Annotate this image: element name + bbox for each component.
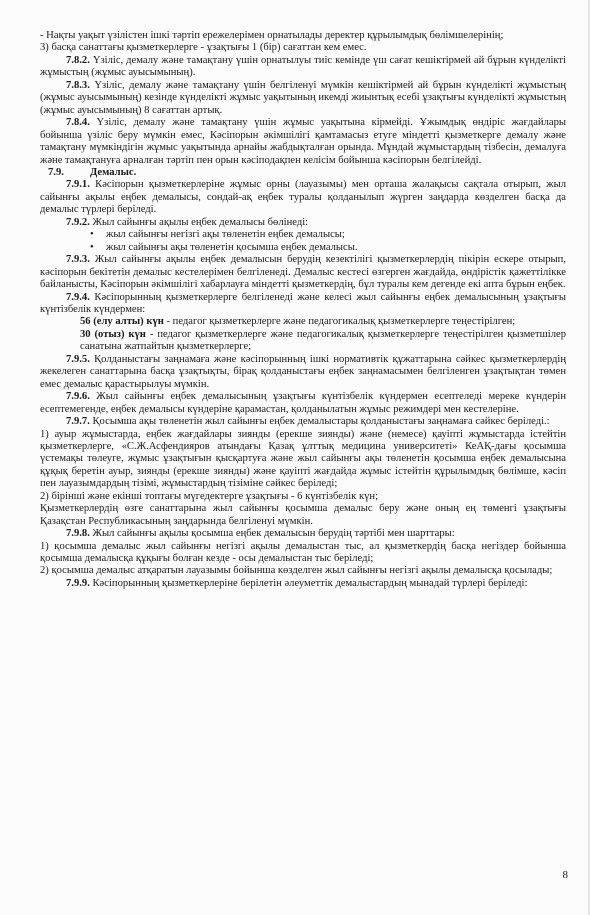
section-number: 7.9.: [48, 166, 64, 178]
clause-text: Кәсіпорын қызметкерлеріне жұмыс орны (лауазымы) мен орташа жалақысы сақтала отырып, жыл сайынғы ақылы еңбек демалысы, сондай-ақ еңбек туралы қолданылып жүрген заңдарда көзделген басқа да демалыс түрлері беріледі.: [40, 179, 566, 216]
paragraph: 2) қосымша демалыс атқаратын лауазымы бойынша көзделген жыл сайынғы негізгі ақылы демалысқа қосылады;: [40, 565, 553, 577]
section-heading-7-9: [40, 167, 566, 179]
list-item: [90, 241, 566, 254]
clause-text: Үзіліс, демалу және тамақтану үшін белгіленуі мүмкін кешіктірмей ай бұрын күнделікті жұмыстың (жұмыс ауысымының) кезінде күнделікті жұмыс уақытының икемді жиынтық есебі ұзақтығы күнделікті жұмыстың (жұмыс ауысымының) 8 сағаттан артық.: [40, 79, 566, 116]
list-item: [90, 229, 566, 241]
leave-duration-30: [40, 329, 566, 354]
leave-types-list: [40, 229, 566, 254]
bullet-icon: •: [90, 229, 94, 241]
bullet-icon: •: [90, 241, 94, 253]
paragraph: Қызметкерлердің өзге санаттарына жыл сайынғы қосымша демалыс беру және оның ең төменгі ұзақтығы Қазақстан Республикасының заңдарында белгіленуі мүмкін.: [40, 503, 566, 527]
document-body: [40, 30, 566, 590]
list-item-text: жыл сайынғы негізгі ақы төленетін еңбек демалысы;: [106, 229, 345, 241]
clause-text: Қосымша ақы төленетін жыл сайынғы еңбек демалыстары қолданыстағы заңнамаға сәйкес беріледі.:: [89, 416, 550, 428]
clause-7-8-3: [40, 80, 566, 117]
clause-7-9-8: [40, 528, 566, 540]
clause-number: 7.8.4.: [66, 117, 90, 129]
duration-bold: 30 (отыз) күн: [80, 328, 146, 340]
paragraph: 1) қосымша демалыс жыл сайынғы негізгі ақылы демалыстан тыс, ал қызметкердің басқа негіздер бойынша қосымша демалысқа құқығы болған кезде - осы демалыстан тыс беріледі;: [40, 540, 566, 565]
paragraph: 1) ауыр жұмыстарда, еңбек жағдайлары зиянды (ерекше зиянды) және (немесе) қауіпті жұмыстарда істейтін қызметкерлерге, «С.Ж.Асфендияров атындағы Қазақ ұлттық медицина университеті» КеАҚ-дағы қосымша үстемақы төлеуге, жұмыс ұзақтығын қысқартуға және жыл сайынғы ақы төленетін қосымша еңбек демалысына құқық беретін ауыр, зиянды (ерекше зиянды) және қауіпті жағдайда жұмыс істейтін құрылымдық бөлімше, кәсіп пен лауазымдардың тізімі, жұмыстардың тізіміне сәйкес беріледі;: [40, 428, 566, 490]
clause-7-9-1: [40, 179, 566, 216]
clause-number: 7.9.9.: [66, 577, 90, 589]
leave-duration-56: [40, 316, 566, 328]
clause-number: 7.9.8.: [66, 528, 90, 540]
clause-text: Қолданыстағы заңнамаға және кәсіпорынның ішкі нормативтік құжаттарына сәйкес қызметкерлердің жекелеген санаттарына басқа ұзақтықты, бірақ қолданыстағы еңбек заңнамасымен белгіленген ұзақтықтан төмен емес демалыс қарастырылуы мүмкін.: [40, 353, 566, 390]
clause-7-9-6: [40, 391, 566, 416]
clause-number: 7.9.2.: [66, 216, 90, 228]
clause-7-8-4: [40, 117, 566, 167]
paragraph: - Нақты уақыт үзілістен ішкі тәртіп ережелерімен орнатылады деректер құрылымдық бөлімшелерінің;: [40, 30, 504, 41]
clause-number: 7.8.3.: [66, 79, 90, 91]
clause-number: 7.9.1.: [66, 179, 90, 191]
clause-text: Үзіліс, демалу және тамақтану үшін жұмыс уақытына кірмейді. Ұжымдық өндіріс жағдайлары бойынша үзіліс беру мүмкін емес, Кәсіпорын әкімшілігі қамтамасыз етуге міндетті қызметкерге демалу және тамақтану мүмкіндігін жұмыс уақытында арнайы жабдықталған орында. Мұндай жұмыстардың тізбесін, демалуға және тамақтануға арналған тәртіп пен орын кәсіподақпен келісім бойынша кәсіпорын белгілейді.: [40, 117, 566, 166]
clause-number: 7.9.5.: [66, 353, 90, 365]
duration-text: - педагог қызметкерлерге және педагогикалық қызметкерлерге теңестірілген қызметшілер санатына жатпайтын қызметкерлерге;: [80, 328, 567, 353]
clause-text: Кәсіпорынның қызметкерлерге белгіленеді және келесі жыл сайынғы еңбек демалысының ұзақтығы күнтізбелік күндермен:: [40, 291, 566, 315]
clause-text: Жыл сайынғы ақылы қосымша еңбек демалысын берудің тәртібі мен шарттары:: [89, 528, 455, 540]
clause-7-9-5: [40, 354, 566, 391]
clause-7-9-4: [40, 292, 566, 317]
clause-text: Үзіліс, демалу және тамақтану үшін орнатылуы тиіс кемінде үш сағат кешіктірмей ай бұрын күнделікті жұмыстың (жұмыс ауысымының).: [40, 54, 566, 79]
duration-bold: 56 (елу алты) күн: [80, 316, 164, 328]
clause-7-9-2: [40, 217, 566, 229]
page-number: 8: [562, 869, 568, 881]
paragraph: 2) бірінші және екінші топтағы мүгедектерге ұзақтығы - 6 күнтізбелік күн;: [40, 490, 379, 502]
clause-number: 7.9.3.: [66, 254, 90, 266]
clause-number: 7.8.2.: [66, 54, 90, 66]
clause-number: 7.9.7.: [66, 416, 90, 428]
clause-text: Жыл сайынғы еңбек демалысының ұзақтығы күнтізбелік күндермен есептеледі мереке күндерін есептемегенде, еңбек демалысы күндеріне қарамастан, қолданылатын жұмыс режимдері мен кестелеріне.: [40, 391, 566, 415]
clause-7-8-2: [40, 55, 566, 80]
duration-text: - педагог қызметкерлерге және педагогикалық қызметкерлерге теңестірілген;: [163, 316, 516, 328]
clause-7-9-7: [40, 416, 566, 428]
paragraph: 3) басқа санаттағы қызметкерлерге - ұзақтығы 1 (бір) сағаттан кем емес.: [40, 42, 367, 54]
clause-7-9-9: [40, 578, 566, 590]
section-title: Демалыс.: [90, 166, 137, 178]
list-item-text: жыл сайынғы ақы төленетін қосымша еңбек демалысы.: [106, 241, 358, 253]
clause-number: 7.9.4.: [66, 291, 90, 303]
clause-text: Жыл сайынғы ақылы еңбек демалысы бөлінеді:: [89, 216, 309, 228]
clause-7-9-3: [40, 254, 566, 291]
clause-text: Кәсіпорынның қызметкерлеріне берілетін әлеуметтік демалыстардың мынадай түрлері беріледі:: [89, 577, 528, 589]
clause-number: 7.9.6.: [66, 391, 90, 403]
clause-text: Жыл сайынғы ақылы еңбек демалысын берудің кезектілігі қызметкерлердің пікірін ескере отырып, кәсіпорын бекітетін демалыс кестелерімен белгіленеді. Демалыс кестесі өзгерген жағдайда, өндірістік қажеттілікке байланысты, Кәсіпорын әкімшілігі хабарлауға міндетті қызметкердің, бұл туралы кем дегенде екі апта бұрын еңбек.: [40, 254, 566, 291]
